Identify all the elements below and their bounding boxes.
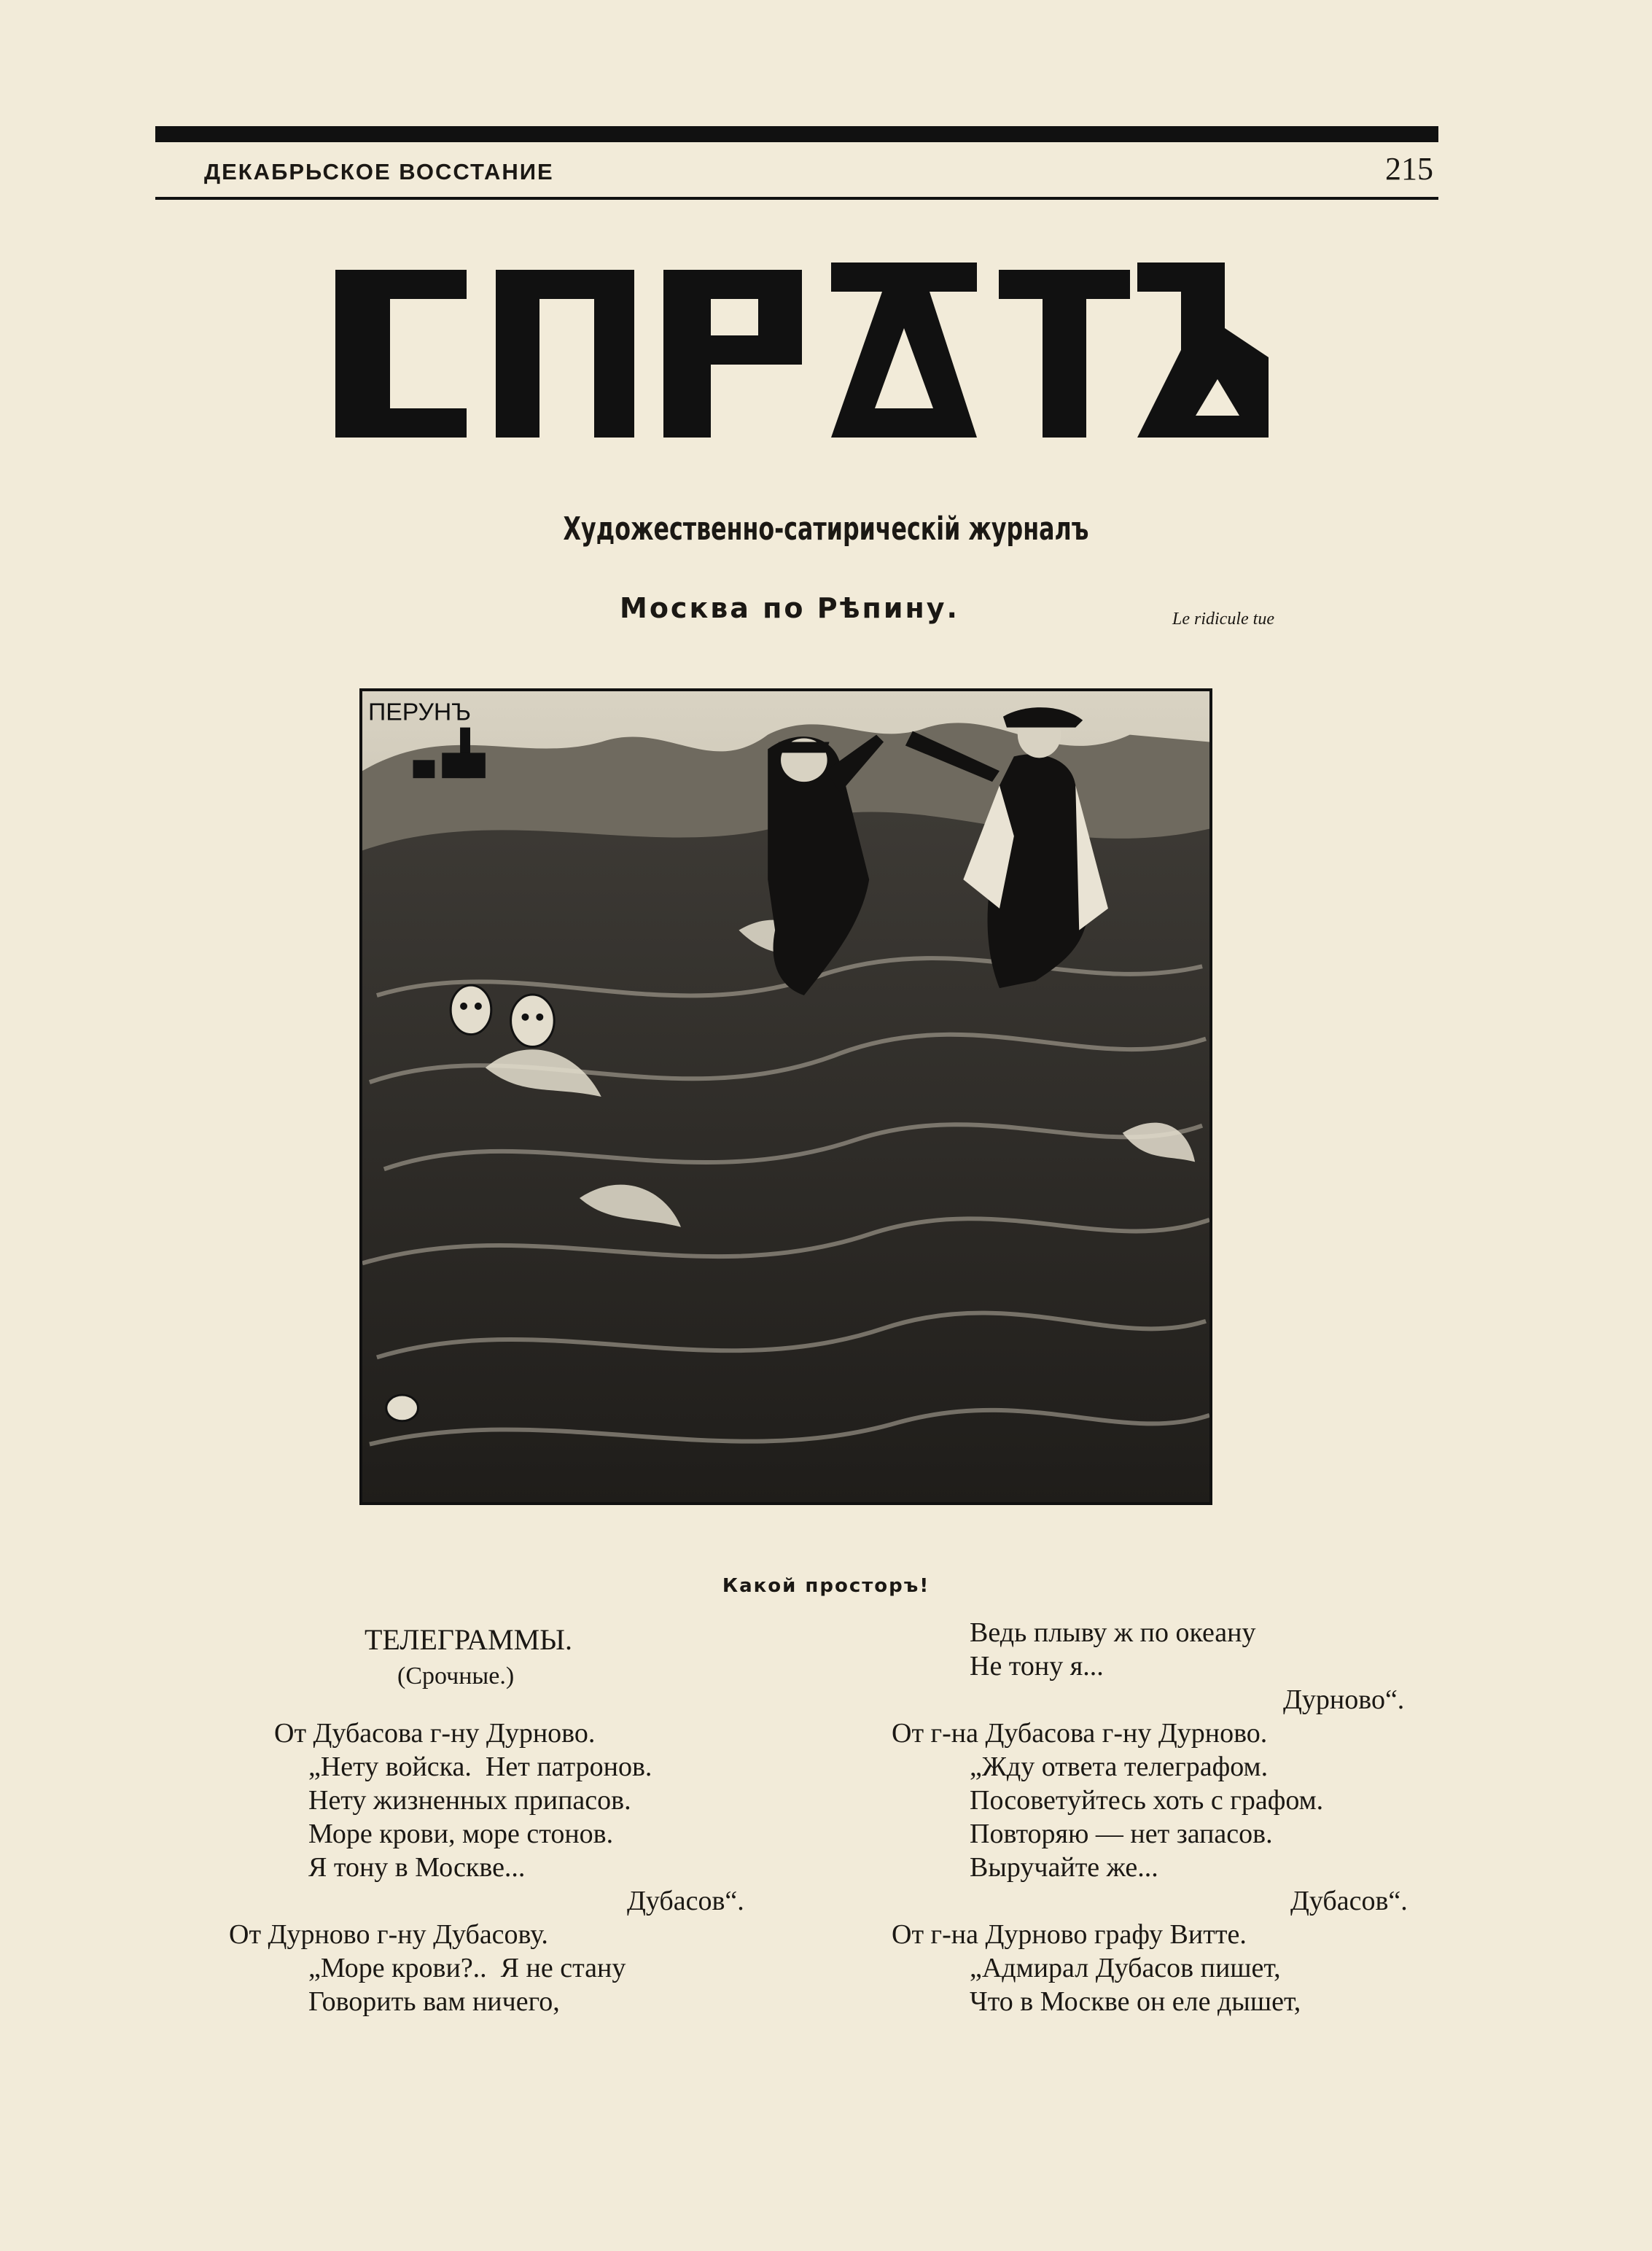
right-column-signature: Дурново“. — [1283, 1684, 1405, 1715]
page-number: 215 — [1385, 151, 1433, 187]
right-column-line: Выручайте же... — [970, 1852, 1158, 1883]
right-column-line: „Жду ответа телеграфом. — [970, 1752, 1269, 1782]
right-column-line: Не тону я... — [970, 1651, 1104, 1682]
left-column-signature: Дубасов“. — [627, 1886, 744, 1916]
left-column-line: От Дубасова г-ну Дурново. — [274, 1718, 596, 1749]
right-column-signature: Дубасов“. — [1290, 1886, 1408, 1916]
cartoon-title: Москва по Рѣпину. — [620, 592, 959, 624]
left-column-line: Говорить вам ничего, — [308, 1986, 560, 2017]
cartoon-caption: Какой просторъ! — [722, 1575, 930, 1597]
right-column-line: Посоветуйтесь хоть с графом. — [970, 1785, 1324, 1816]
left-column-line: Нету жизненных припасов. — [308, 1785, 631, 1816]
cartoon-motto: Le ridicule tue — [1172, 610, 1274, 629]
article-heading: ТЕЛЕГРАММЫ. — [365, 1623, 573, 1656]
left-column-line: „Море крови?.. Я не стану — [308, 1953, 626, 1983]
left-column-line: Я тону в Москве... — [308, 1852, 526, 1883]
right-column-line: Повторяю — нет запасов. — [970, 1819, 1273, 1849]
cartoon-signature: ПЕРУНЪ — [367, 698, 472, 726]
right-column-line: От г-на Дурново графу Витте. — [892, 1919, 1247, 1950]
left-column-line: „Нету войска. Нет патронов. — [308, 1752, 652, 1782]
right-column-line: Что в Москве он еле дышет, — [970, 1986, 1301, 2017]
left-column-line: Море крови, море стонов. — [308, 1819, 614, 1849]
running-head: ДЕКАБРЬСКОЕ ВОССТАНИЕ — [204, 159, 554, 184]
article-subheading: (Срочные.) — [397, 1663, 515, 1690]
right-column-line: „Адмирал Дубасов пишет, — [970, 1953, 1281, 1983]
magazine-subtitle: Художественно-сатирическій журналъ — [563, 510, 1089, 548]
left-column-line: От Дурново г-ну Дубасову. — [229, 1919, 548, 1950]
right-column-line: Ведь плыву ж по океану — [970, 1617, 1256, 1648]
right-column-line: От г-на Дубасова г-ну Дурново. — [892, 1718, 1268, 1749]
